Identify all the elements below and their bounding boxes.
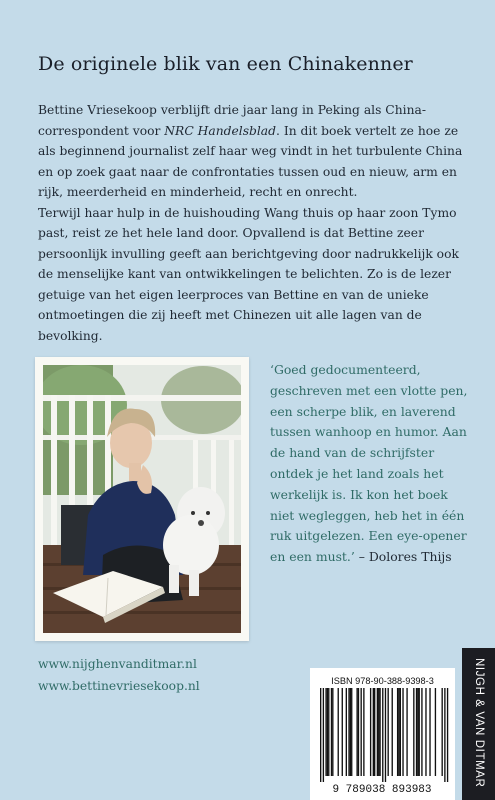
isbn-label: ISBN 978-90-388-9398-3	[331, 676, 434, 686]
barcode-bar	[356, 688, 357, 776]
barcode-bar	[351, 688, 352, 776]
headline: De originele blik van een Chinakenner	[38, 53, 413, 75]
barcode-bar	[358, 688, 359, 776]
barcode-bar	[416, 688, 417, 776]
newspaper-name: NRC Handelsblad	[164, 123, 277, 138]
barcode-bar	[348, 688, 349, 776]
barcode-number: 9 789038 893983	[332, 784, 432, 796]
barcode-bar	[397, 688, 398, 776]
publisher-url[interactable]: www.nijghenvanditmar.nl	[38, 657, 197, 671]
barcode-bar	[402, 688, 403, 776]
barcode-bar	[392, 688, 393, 776]
barcode-bar	[421, 688, 422, 776]
barcode-bar	[435, 688, 436, 776]
barcode-bar	[379, 688, 380, 776]
barcode-bar	[320, 688, 321, 782]
barcode-bar	[413, 688, 414, 776]
publisher-spine-text: NIJGH & VAN DITMAR	[473, 658, 485, 788]
blurb	[38, 100, 468, 346]
barcode-bar	[363, 688, 364, 776]
barcode-bar	[382, 688, 383, 782]
barcode-bar	[361, 688, 362, 776]
blurb-paragraph-1	[38, 100, 468, 203]
quote-author: – Dolores Thijs	[354, 549, 452, 565]
quote-text: ‘Goed gedocumenteerd, geschreven met een vlotte pen, een scherpe blik, en laverend tussen wanhoop en humor. Aan de hand van de schrijfster ontdek je het land zoals het werkelijk is. Ik kon het boek niet wegleggen, heb het in één ruk uitgelezen. Een eye-opener en een must.’	[270, 362, 468, 565]
barcode-bar	[332, 688, 333, 776]
review-quote	[270, 360, 475, 568]
barcode-bar	[342, 688, 343, 776]
barcode-bar	[323, 688, 324, 782]
barcode-bar	[370, 688, 371, 776]
barcode-bar	[378, 688, 379, 776]
barcode-bar	[442, 688, 443, 776]
barcode	[310, 668, 455, 800]
blurb-p1-text-end: . In dit boek vertelt ze hoe ze als beginnend journalist zelf haar weg vindt in het turbulente China en op zoek gaat naar de confrontaties tussen oud en nieuw, arm en rijk, meerderheid en minderheid, recht en onrecht.	[38, 123, 463, 199]
barcode-bar	[373, 688, 374, 776]
author-photo-illustration	[43, 365, 241, 633]
barcode-bar	[327, 688, 328, 776]
author-photo	[43, 365, 241, 633]
barcode-bar	[406, 688, 407, 776]
barcode-bar	[419, 688, 420, 776]
barcode-bar	[346, 688, 347, 776]
barcode-bar	[377, 688, 378, 776]
barcode-bar	[338, 688, 339, 776]
barcode-bar	[325, 688, 326, 776]
isbn-barcode-block	[310, 668, 455, 800]
barcode-bar	[328, 688, 329, 776]
barcode-bar	[388, 688, 389, 776]
spine-strip	[462, 648, 495, 800]
author-photo-frame	[35, 357, 249, 641]
barcode-bar	[350, 688, 351, 776]
barcode-bar	[398, 688, 399, 776]
barcode-bar	[447, 688, 448, 782]
blurb-paragraph-2: Terwijl haar hulp in de huishouding Wang thuis op haar zoon Tymo past, reist ze het hele land door. Opvallend is dat Bettine zeer persoonlijk invulling geeft aan berichtgeving door nadrukkelijk ook de menselijke kant van ontwikkelingen te belichten. Zo is de lezer getuige van het eigen leerproces van Bettine en van de unieke ontmoetingen die zij heeft met Chinezen uit alle lagen van de bevolking.	[38, 205, 459, 343]
author-url[interactable]: www.bettinevriesekoop.nl	[38, 679, 200, 693]
barcode-bar	[429, 688, 430, 776]
barcode-bar	[374, 688, 375, 776]
barcode-bar	[385, 688, 386, 782]
barcode-bar	[444, 688, 445, 782]
barcode-bar	[417, 688, 418, 776]
barcode-bar	[331, 688, 332, 776]
barcode-bar	[400, 688, 401, 776]
blurb-p1-text-start: Bettine Vriesekoop verblijft drie jaar lang in Peking als China-correspondent voor	[38, 103, 426, 138]
barcode-bar	[425, 688, 426, 776]
